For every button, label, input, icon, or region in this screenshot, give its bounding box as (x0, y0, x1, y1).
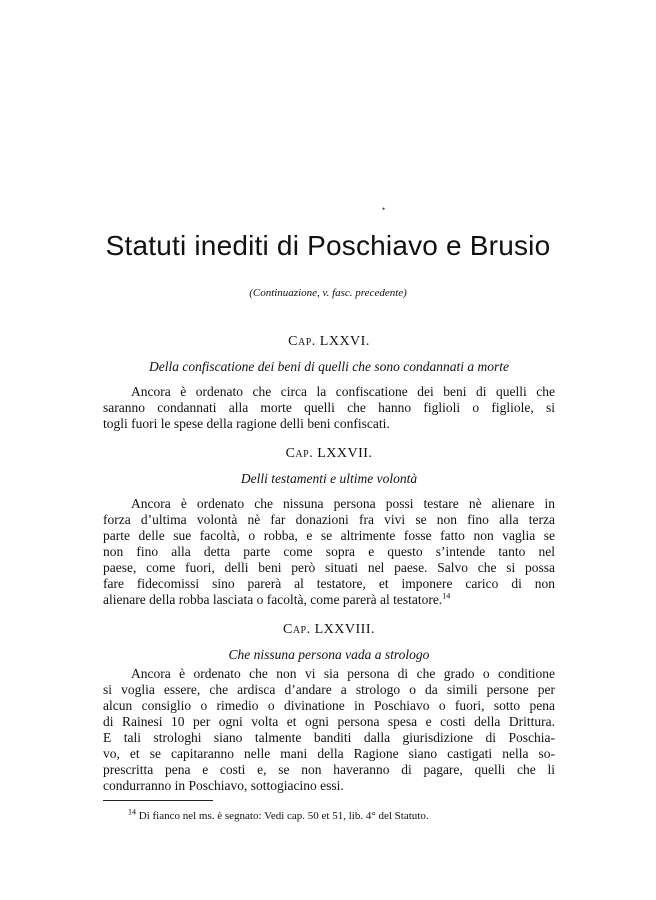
text-line: forza d’ultima volontà nè far donazioni fra vivi se non fino alla terza (103, 512, 555, 527)
chapter-body-76 (103, 384, 555, 432)
chapter-rubric-76: Della confiscatione dei beni di quelli che sono condannati a morte (149, 359, 509, 374)
chapter-prefix: Cap. (283, 622, 311, 637)
chapter-heading-77 (103, 446, 555, 462)
footnote-ref: 14 (442, 591, 451, 601)
footnote-text: Di fianco nel ms. è segnato: Vedi cap. 50 et 51, lib. 4° del Statuto. (138, 810, 429, 822)
page-title: Statuti inediti di Poschiavo e Brusio (105, 230, 551, 261)
chapter-heading-76 (103, 334, 555, 350)
text-line-with-footnote (103, 592, 555, 608)
text-line: paese, come fuori, delli beni però situati nel paese. Salvo che si possa (103, 560, 555, 575)
chapter-number: LXXVIII. (314, 622, 375, 637)
chapter-number: LXXVI. (319, 334, 370, 349)
text-line: condurranno in Poschiavo, sottogiacino essi. (103, 778, 344, 793)
text-line: E tali strologhi siano talmente banditi dalla giurisdizione di Poschia- (103, 730, 555, 745)
chapter-heading-78 (103, 622, 555, 638)
chapter-prefix: Cap. (288, 334, 316, 349)
text-line: parte delle sue facoltà, o robba, e se altrimente fosse fatto non vaglia se (103, 528, 555, 543)
text-line: alcun consiglio o rimedio o divinatione in Poschiavo o fuori, sotto pena (103, 698, 555, 713)
text-line: si voglia essere, che ardisca d’andare a strologo o da simili persone per (103, 682, 555, 697)
text-line: vo, et se capitaranno nelle mani della Ragione siano castigati nella so- (103, 746, 555, 761)
text-line: saranno condannati alla morte quelli che hanno figlioli o figliole, si (103, 400, 555, 415)
page-subtitle: (Continuazione, v. fasc. precedente) (249, 287, 407, 299)
text-line: togli fuori le spese della ragione delli beni confiscati. (103, 416, 390, 431)
text-line: di Rainesi 10 per ogni volta et ogni persona spesa e costi della Drittura. (103, 714, 555, 729)
text-line: Ancora è ordenato che non vi sia persona di che grado o conditione (131, 666, 555, 681)
footnote-divider (103, 800, 213, 801)
decorative-dot: • (382, 204, 386, 214)
text-line: alienare della robba lasciata o facoltà, come parerà al testatore. (103, 592, 443, 607)
text-line: Ancora è ordenato che nissuna persona possi testare nè alienare in (131, 496, 555, 511)
footnote-number: 14 (128, 807, 136, 817)
text-line: fare fidecomissi sino parerà al testatore, et imponere carico di non (103, 576, 555, 591)
text-line: prescritta pena e costi e, se non haveranno di pagare, quelli che li (103, 762, 555, 777)
chapter-body-78 (103, 666, 555, 794)
chapter-rubric-77: Delli testamenti e ultime volontà (240, 471, 418, 486)
chapter-number: LXXVII. (317, 446, 373, 461)
text-line: Ancora è ordenato che circa la confiscatione dei beni di quelli che (131, 384, 555, 399)
footnote (128, 807, 429, 822)
chapter-rubric-78: Che nissuna persona vada a strologo (228, 647, 430, 662)
chapter-prefix: Cap. (285, 446, 314, 461)
chapter-body-77 (103, 496, 555, 608)
text-line: non fino alla detta parte come sopra e questo s’intende tanto nel (103, 544, 555, 559)
